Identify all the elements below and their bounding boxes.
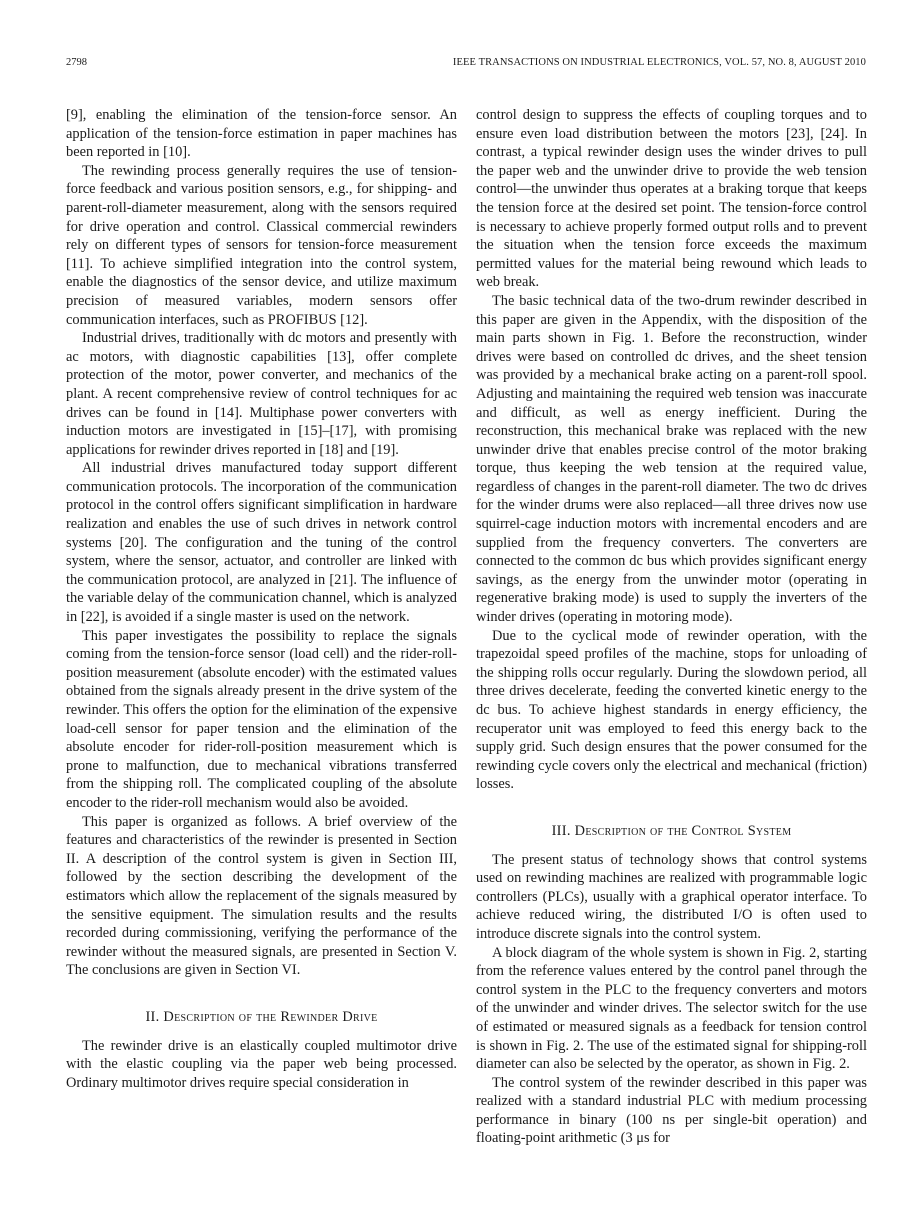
paragraph: Due to the cyclical mode of rewinder operation, with the trapezoidal speed profiles of the machine, stops for unloading of the shipping rolls occur regularly. During the slowdown period, all three drives decelerate, feeding the converted kinetic energy to the dc bus. To achieve highest standards in energy efficiency, the recuperator unit was employed to feed this energy back to the supply grid. Such design ensures that the power consumed for the rewinding cycle covers only the electrical and mechanical (friction) losses. xyxy=(476,627,867,793)
page-number: 2798 xyxy=(66,57,87,68)
paragraph: This paper investigates the possibility to replace the signals coming from the tension-force sensor (load cell) and the rider-roll-position measurement (absolute encoder) with the estimated values obtained from the signals already present in the drive system of the rewinder. This offers the option for the elimination of the expensive load-cell sensor for paper tension and the elimination of the absolute encoder for rider-roll-position measurement which is prone to malfunction, due to mechanical vibrations transferred from the shipping roll. The complicated coupling of the absolute encoder to the rider-roll mechanism would also be avoided. xyxy=(66,627,457,811)
paragraph: A block diagram of the whole system is shown in Fig. 2, starting from the reference values entered by the control panel through the control system in the PLC to the frequency converters and motors of the unwinder and winder drives. The selector switch for the use of estimated or measured signals as a feedback for tension control is shown in Fig. 2. The use of the estimated signal for shipping-roll diameter can also be selected by the operator, as shown in Fig. 2. xyxy=(476,944,867,1073)
paragraph: All industrial drives manufactured today support different communication protocols. The incorporation of the communication protocol in the control offers significant simplification in hardware realization and enables the use of such drives in network control systems [20]. The configuration and the tuning of the control system, where the sensor, actuator, and controller are linked with the communication protocol, are analyzed in [21]. The influence of the variable delay of the communication channel, which is analyzed in [22], is avoided if a single master is used on the network. xyxy=(66,460,457,626)
paragraph: [9], enabling the elimination of the tension-force sensor. An application of the tension-force estimation in paper machines has been reported in [10]. xyxy=(66,107,457,161)
page-header xyxy=(66,57,866,71)
paragraph: This paper is organized as follows. A brief overview of the features and characteristics of the rewinder is presented in Section II. A description of the control system is given in Section III, followed by the section describing the development of the estimators which allow the replacement of the signals measured by the sensitive equipment. The simulation results and the results recorded during commissioning, verifying the performance of the rewinder without the measured signals, are presented in Section V. The conclusions are given in Section VI. xyxy=(66,813,457,979)
journal-running-head: IEEE TRANSACTIONS ON INDUSTRIAL ELECTRONICS, VOL. 57, NO. 8, AUGUST 2010 xyxy=(452,57,866,68)
paragraph: The present status of technology shows that control systems used on rewinding machines are realized with programmable logic controllers (PLCs), usually with a graphical operator interface. To achieve reduced wiring, the distributed I/O is often used to introduce discrete signals into the control system. xyxy=(476,851,867,942)
left-column xyxy=(66,106,457,1092)
paragraph: Industrial drives, traditionally with dc motors and presently with ac motors, with diagnostic capabilities [13], offer complete protection of the motor, power converter, and mechanics of the plant. A recent comprehensive review of control techniques for ac drives can be found in [14]. Multiphase power converters with induction motors are investigated in [15]–[17], with promising applications for rewinder drives reported in [18] and [19]. xyxy=(66,330,457,458)
paragraph: The basic technical data of the two-drum rewinder described in this paper are given in the Appendix, with the disposition of the main parts shown in Fig. 1. Before the reconstruction, winder drives were based on controlled dc drives, and the sheet tension was provided by a mechanical brake acting on a parent-roll spool. Adjusting and maintaining the required web tension was inaccurate and difficult, as well as energy inefficient. During the reconstruction, this mechanical brake was replaced with the new unwinder drive that enables precise control of the motor braking torque, thus keeping the web tension at the required value, regardless of changes in the parent-roll diameter. The two dc drives for the winder drums were also replaced—all three drives now use squirrel-cage induction motors with incremental encoders and are supplied from the frequency converters. The converters are connected to the common dc bus which provides significant energy savings, as the energy from the unwinder motor (operating in regenerative braking mode) is used to supply the inverters of the winder drives (operating in motoring mode). xyxy=(476,292,867,626)
right-column xyxy=(476,106,867,1148)
paragraph: control design to suppress the effects of coupling torques and to ensure even load distribution between the motors [23], [24]. In contrast, a typical rewinder design uses the winder drives to pull the paper web and the unwinder drive to provide the web tension control—the unwinder thus operates at a braking torque that keeps the tension force at the desired set point. The tension-force control is necessary to achieve properly formed output rolls and to prevent the situation when the tension force exceeds the maximum permitted values for the material being rewound which leads to web break. xyxy=(476,107,867,291)
paragraph: The rewinding process generally requires the use of tension-force feedback and various position sensors, e.g., for shipping- and parent-roll-diameter measurement, along with the sensors required for drive operation and control. Classical commercial rewinders rely on different types of sensors for tension-force measurement [11]. To achieve simplified integration into the control system, enable the diagnostics of the sensor device, and utilize maximum precision of measured variables, modern sensors offer communication interfaces, such as PROFIBUS [12]. xyxy=(66,162,457,328)
section-heading: III. Description of the Control System xyxy=(551,822,792,839)
paragraph: The rewinder drive is an elastically coupled multimotor drive with the elastic coupling via the paper web being processed. Ordinary multimotor drives require special consideration in xyxy=(66,1037,457,1091)
section-heading: II. Description of the Rewinder Drive xyxy=(145,1008,378,1025)
paragraph: The control system of the rewinder described in this paper was realized with a standard industrial PLC with medium processing performance in binary (100 ns per single-bit operation) and floating-point arithmetic (3 μs for xyxy=(476,1074,867,1147)
